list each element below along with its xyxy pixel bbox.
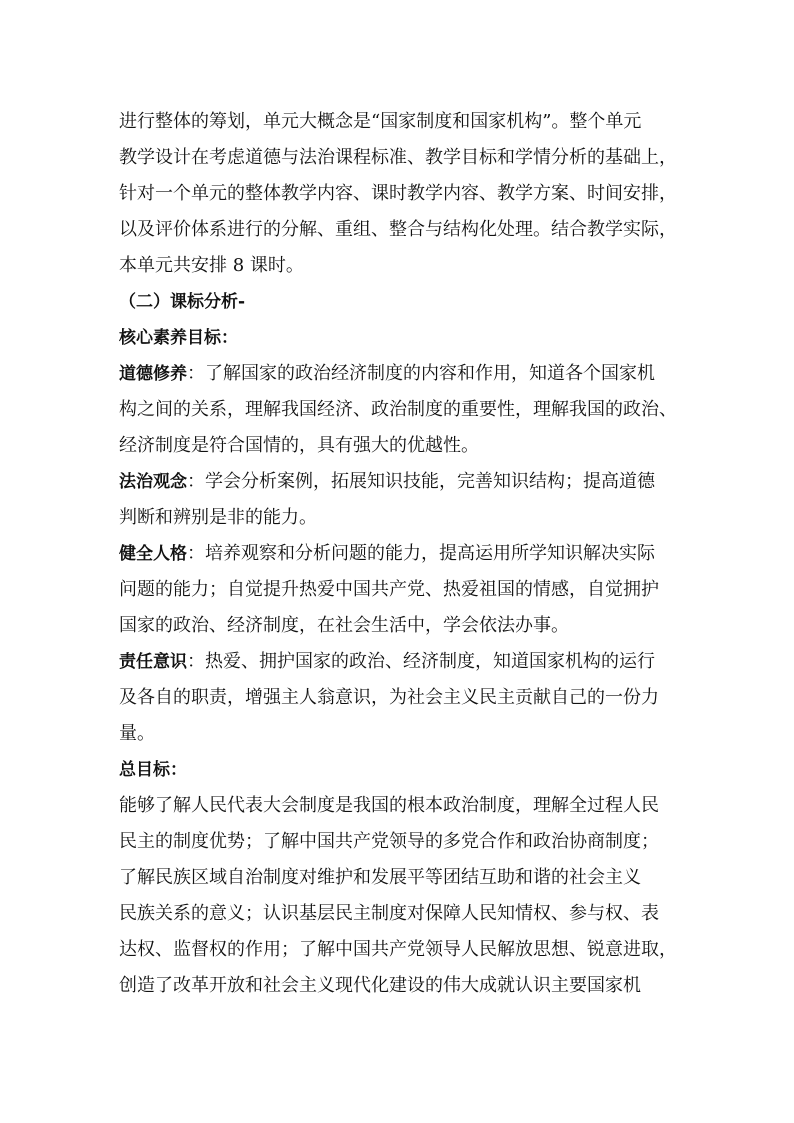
paragraph-line: 民族关系的意义；认识基层民主制度对保障人民知情权、参与权、表 — [119, 903, 659, 924]
item-label-personality: 健全人格 — [119, 544, 187, 564]
item-text: ：培养观察和分析问题的能力，提高运用所学知识解决实际 — [187, 543, 655, 564]
paragraph-line: 民主的制度优势；了解中国共产党领导的多党合作和政治协商制度； — [119, 831, 659, 852]
paragraph-line: 能够了解人民代表大会制度是我国的根本政治制度，理解全过程人民 — [119, 795, 659, 816]
paragraph-line: 问题的能力；自觉提升热爱中国共产党、热爱祖国的情感，自觉拥护 — [119, 579, 659, 600]
total-goal-heading: 总目标： — [119, 760, 187, 780]
section-title: （二）课标分析- — [119, 292, 246, 312]
paragraph-line: 判断和辨别是非的能力。 — [119, 507, 317, 528]
item-line-personality — [119, 536, 689, 572]
paragraph-line: 针对一个单元的整体教学内容、课时教学内容、教学方案、时间安排， — [119, 183, 677, 204]
paragraph-line: 及各自的职责，增强主人翁意识，为社会主义民主贡献自己的一份力 — [119, 687, 659, 708]
item-text: ：了解国家的政治经济制度的内容和作用，知道各个国家机 — [187, 363, 655, 384]
paragraph-line: 进行整体的筹划，单元大概念是“国家制度和国家机构”。整个单元 — [119, 111, 642, 132]
item-text: ：热爱、拥护国家的政治、经济制度，知道国家机构的运行 — [187, 651, 655, 672]
item-line-rule-of-law — [119, 464, 689, 500]
paragraph-line: 创造了改革开放和社会主义现代化建设的伟大成就认识主要国家机 — [119, 975, 641, 996]
item-text: ：学会分析案例，拓展知识技能，完善知识结构；提高道德 — [187, 471, 655, 492]
paragraph-line: 国家的政治、经济制度，在社会生活中，学会依法办事。 — [119, 615, 569, 636]
item-label-morality: 道德修养 — [119, 364, 187, 384]
item-label-responsibility: 责任意识 — [119, 652, 187, 672]
document-body — [119, 104, 689, 1004]
item-line-responsibility — [119, 644, 689, 680]
paragraph-line: 构之间的关系，理解我国经济、政治制度的重要性，理解我国的政治、 — [119, 399, 677, 420]
paragraph-line: 以及评价体系进行的分解、重组、整合与结构化处理。结合教学实际， — [119, 219, 677, 240]
paragraph-line: 量。 — [119, 723, 155, 744]
paragraph-line: 了解民族区域自治制度对维护和发展平等团结互助和谐的社会主义 — [119, 867, 641, 888]
item-line-morality — [119, 356, 689, 392]
paragraph-line: 本单元共安排 8 课时。 — [119, 255, 304, 276]
core-literacy-heading: 核心素养目标： — [119, 328, 238, 348]
paragraph-line: 教学设计在考虑道德与法治课程标准、教学目标和学情分析的基础上， — [119, 147, 677, 168]
paragraph-line: 达权、监督权的作用；了解中国共产党领导人民解放思想、锐意进取， — [119, 939, 677, 960]
item-label-rule-of-law: 法治观念 — [119, 472, 187, 492]
paragraph-line: 经济制度是符合国情的，具有强大的优越性。 — [119, 435, 479, 456]
